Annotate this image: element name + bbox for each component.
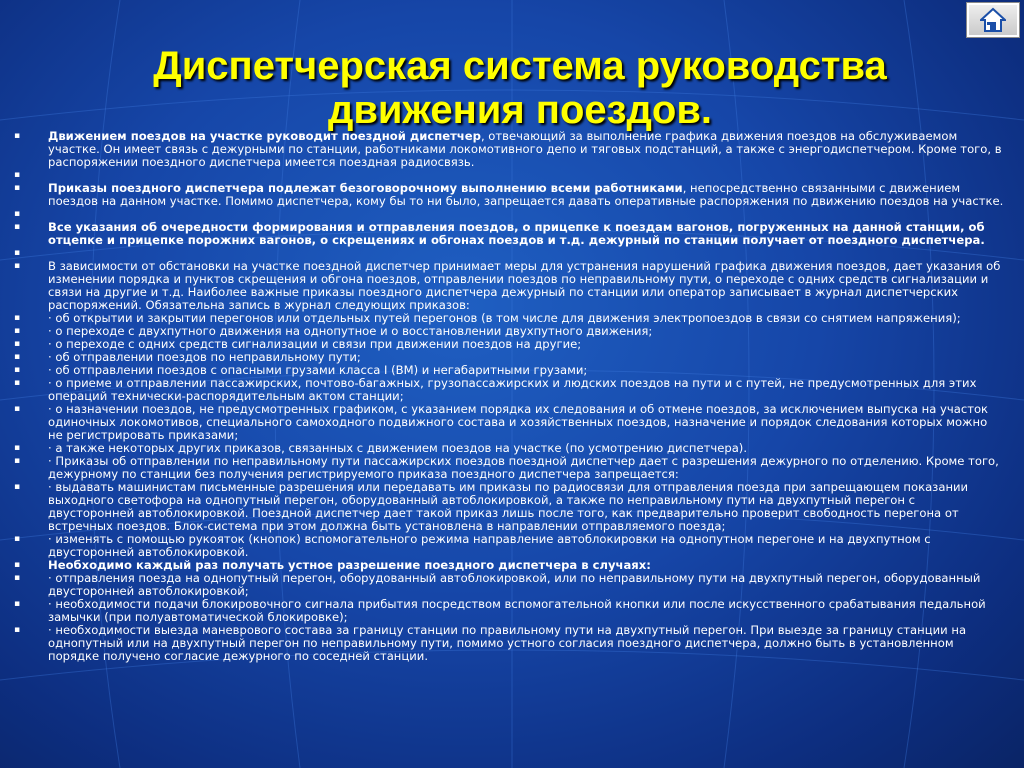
- paragraph-text: · Приказы об отправлении по неправильному пути пассажирских поездов поездной диспетчер дает с разрешения дежурного по отделению. Кроме того, дежурному по станции без получения регистрируемого приказа поездного диспетчера запрещается:: [48, 454, 999, 481]
- bullet-icon: ▪: [14, 313, 21, 323]
- home-button[interactable]: [966, 2, 1020, 38]
- list-item: [14, 598, 1004, 624]
- paragraph-text: · отправления поезда на однопутный перегон, оборудованный автоблокировкой, или по неправильному пути на двухпутный перегон, оборудованный двусторонней автоблокировкой;: [48, 571, 981, 598]
- list-item: [14, 182, 1004, 208]
- list-item: [14, 572, 1004, 598]
- bullet-icon: ▪: [14, 404, 21, 414]
- bullet-icon: ▪: [14, 534, 21, 544]
- list-item: [14, 260, 1004, 312]
- paragraph-bold: Приказы поездного диспетчера подлежат безоговорочному выполнению всеми работниками: [48, 181, 683, 195]
- bullet-icon: ▪: [14, 183, 21, 193]
- bullet-icon: ▪: [14, 170, 21, 180]
- paragraph-text: · о переходе с одних средств сигнализации и связи при движении поездов на другие;: [48, 337, 582, 351]
- paragraph-text: В зависимости от обстановки на участке поездной диспетчер принимает меры для устранения нарушений графика движения поездов, дает указания об изменении порядка и пунктов скрещения и обгона поездов, отправлении поездов по неправильному пути, о переходе с одних средств сигнализации и связи на другие и т.д. Наиболее важные приказы поездного диспетчера дежурный по станции или оператор записывает в журнал диспетчерских распоряжений. Обязательна запись в журнал следующих приказов:: [48, 259, 1001, 312]
- list-item: [14, 403, 1004, 442]
- bullet-icon: ▪: [14, 599, 21, 609]
- home-icon: [980, 7, 1006, 33]
- paragraph-text: · необходимости выезда маневрового состава за границу станции по правильному пути на двухпутный перегон. При выезде за границу станции на однопутный или на двухпутный перегон по неправильному пути, помимо устного согласия поездного диспетчера, должно быть в установленном порядке получено согласие дежурного по соседней станции.: [48, 623, 967, 663]
- list-item: [14, 221, 1004, 247]
- paragraph-text: , непосредственно связанными с движением поездов на данном участке. Помимо диспетчера, кому бы то ни было, запрещается давать оперативные распоряжения по движению поездов на участке.: [48, 181, 1004, 208]
- bullet-icon: ▪: [14, 560, 21, 570]
- paragraph-text: · об открытии и закрытии перегонов или отдельных путей перегонов (в том числе для движения электропоездов в связи со снятием напряжения);: [48, 311, 961, 325]
- paragraph-bold: Все указания об очередности формирования и отправления поездов, о прицепке к поездам вагонов, погруженных на данной станции, об отцепке и прицепке порожних вагонов, о скрещениях и обгонах поездов и т.д. дежурный по станции получает от поездного диспетчера.: [48, 220, 985, 247]
- paragraph-text: · об отправлении поездов с опасными грузами класса I (ВМ) и негабаритными грузами;: [48, 363, 588, 377]
- bullet-icon: ▪: [14, 131, 21, 141]
- bullet-icon: ▪: [14, 365, 21, 375]
- bullet-icon: ▪: [14, 482, 21, 492]
- bullet-icon: ▪: [14, 261, 21, 271]
- paragraph-text: , отвечающий за выполнение графика движения поездов на обслуживаемом участке. Он имеет связь с дежурными по станции, работниками локомотивного депо и тяговых подстанций, а также с энергодиспетчером. Кроме того, в распоряжении поездного диспетчера имеется поездная радиосвязь.: [48, 129, 1002, 169]
- paragraph-text: · об отправлении поездов по неправильному пути;: [48, 350, 361, 364]
- paragraph-bold: Необходимо каждый раз получать устное разрешение поездного диспетчера в случаях:: [48, 558, 651, 572]
- title-line-1: Диспетчерская система руководства: [153, 44, 887, 88]
- list-item: [14, 481, 1004, 533]
- list-item: [14, 624, 1004, 663]
- paragraph-text: · необходимости подачи блокировочного сигнала прибытия посредством вспомогательной кнопки или после искусственного срабатывания педальной замычки (при полуавтоматической блокировке);: [48, 597, 986, 624]
- bullet-icon: ▪: [14, 443, 21, 453]
- paragraph-text: · о назначении поездов, не предусмотренных графиком, с указанием порядка их следования и об отмене поездов, за исключением выпуска на участок одиночных локомотивов, специального самоходного подвижного состава и хозяйственных поездов, назначение и порядок следования которых можно не регистрировать приказами;: [48, 402, 989, 442]
- paragraph-bold: Движением поездов на участке руководит поездной диспетчер: [48, 129, 481, 143]
- list-item: [14, 130, 1004, 169]
- bullet-icon: ▪: [14, 209, 21, 219]
- bullet-icon: ▪: [14, 573, 21, 583]
- paragraph-text: · о переходе с двухпутного движения на однопутное и о восстановлении двухпутного движения;: [48, 324, 653, 338]
- body-text-list: [14, 130, 1004, 663]
- title-line-2: движения поездов.: [327, 88, 713, 132]
- bullet-icon: ▪: [14, 378, 21, 388]
- list-item: [14, 455, 1004, 481]
- bullet-icon: ▪: [14, 625, 21, 635]
- paragraph-text: · а также некоторых других приказов, связанных с движением поездов на участке (по усмотрению диспетчера).: [48, 441, 748, 455]
- bullet-icon: ▪: [14, 456, 21, 466]
- list-item: [14, 377, 1004, 403]
- paragraph-text: · выдавать машинистам письменные разрешения или передавать им приказы по радиосвязи для отправления поезда при запрещающем показании выходного светофора на однопутный перегон, оборудованный автоблокировкой, а также по неправильному пути на двухпутный перегон с двусторонней автоблокировкой. Поездной диспетчер дает такой приказ лишь после того, как предварительно проверит свободность перегона от встречных поездов. Блок-система при этом должна быть установлена в направлении отправляемого поезда;: [48, 480, 969, 533]
- page-title: [60, 44, 980, 132]
- bullet-icon: ▪: [14, 352, 21, 362]
- paragraph-text: · изменять с помощью рукояток (кнопок) вспомогательного режима направление автоблокировки на однопутном перегоне и на двухпутном с двусторонней автоблокировкой.: [48, 532, 931, 559]
- bullet-icon: ▪: [14, 339, 21, 349]
- bullet-icon: ▪: [14, 222, 21, 232]
- paragraph-text: · о приеме и отправлении пассажирских, почтово-багажных, грузопассажирских и людских поездов на пути и с путей, не предусмотренных для этих операций технически-распорядительным актом станции;: [48, 376, 977, 403]
- bullet-icon: ▪: [14, 326, 21, 336]
- bullet-icon: ▪: [14, 248, 21, 258]
- list-item: [14, 533, 1004, 559]
